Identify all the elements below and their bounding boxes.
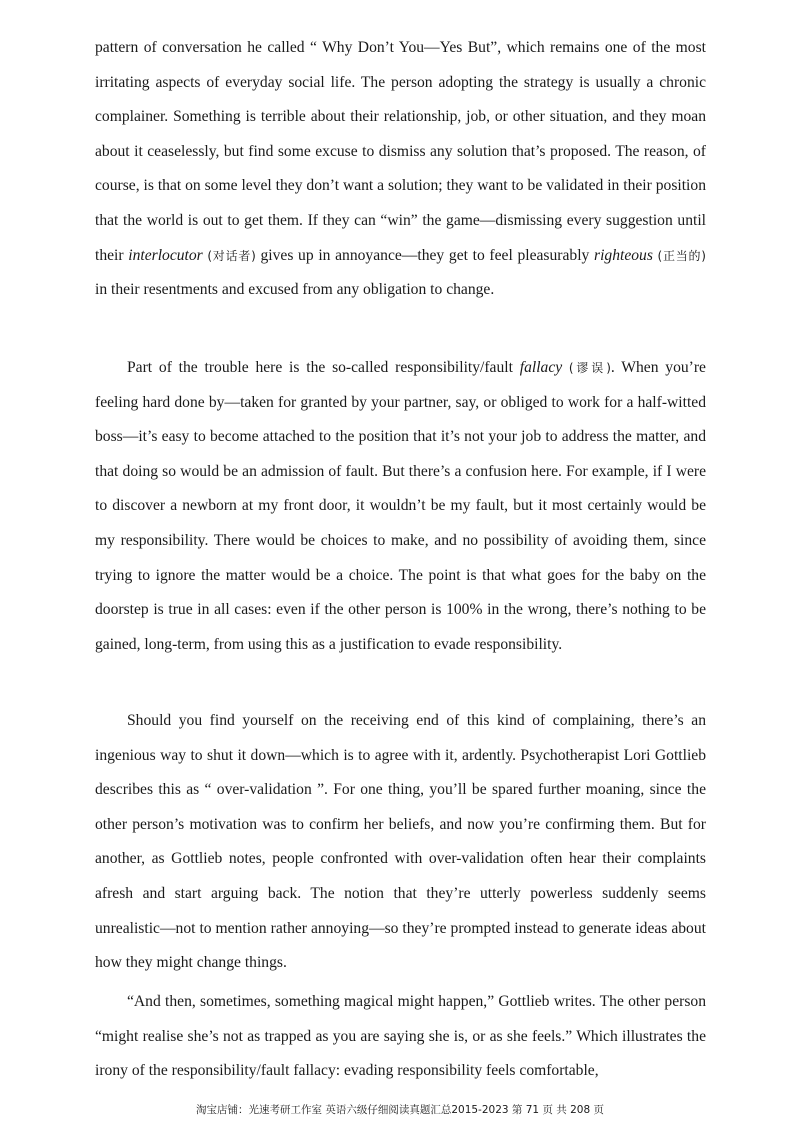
paragraph (95, 985, 706, 1089)
paragraph-text: in their resentments and excused from any obligation to change. (95, 281, 495, 299)
glossed-term: righteous (594, 246, 653, 264)
chinese-gloss: (对话者) (202, 248, 256, 263)
paragraph-text: . When you’re feeling hard done by—taken for granted by your partner, say, or obliged to work for a half-witted boss—it’s easy to become attached to the position that it’s not your job to address the matter, and that doing so would be an admission of fault. But there’s a confusion here. For example, if I were to discover a newborn at my front door, it wouldn’t be my fault, but it most certainly would be my responsibility. There would be choices to make, and no possibility of avoiding them, since trying to ignore the matter would be a choice. The point is that what goes for the baby on the doorstep is true in all cases: even if the other person is 100% in the wrong, there’s nothing to be gained, long-term, from using this as a justification to evade responsibility. (95, 359, 706, 653)
paragraph-text: Should you find yourself on the receiving end of this kind of complaining, there’s an ingenious way to shut it down—which is to agree with it, ardently. Psychotherapist Lori Gottlieb describes this as “ over-validation ”. For one thing, you’ll be spared further moaning, since the other person’s motivation was to confirm her beliefs, and now you’re confirming them. But for another, as Gottlieb notes, people confronted with over-validation often hear their complaints afresh and start arguing back. The notion that they’re utterly powerless suddenly seems unrealistic—not to mention rather annoying—so they’re prompted instead to generate ideas about how they might change things. (95, 712, 706, 972)
paragraph-text: pattern of conversation he called “ Why Don’t You—Yes But”, which remains one of the most irritating aspects of everyday social life. The person adopting the strategy is usually a chronic complainer. Something is terrible about their relationship, job, or other situation, and they moan about it ceaselessly, but find some excuse to dismiss any solution that’s proposed. The reason, of course, is that on some level they don’t want a solution; they want to be validated in their position that the world is out to get them. If they can “win” the game—dismissing every suggestion until their (95, 39, 706, 264)
glossed-term: interlocutor (128, 246, 203, 264)
paragraph-text: Part of the trouble here is the so-called responsibility/fault (127, 359, 520, 376)
glossed-term: fallacy (519, 359, 563, 376)
paragraph (95, 704, 706, 981)
paragraph (95, 31, 706, 308)
paragraph-text: gives up in annoyance—they get to feel pleasurably (255, 246, 595, 264)
page-footer: 淘宝店铺：光速考研工作室 英语六级仔细阅读真题汇总2015-2023 第 71 页 共 208 页 (196, 1104, 604, 1116)
paragraph-text: “And then, sometimes, something magical might happen,” Gottlieb writes. The other person “might realise she’s not as trapped as you are saying she is, or as she feels.” Which illustrates the irony of the responsibility/fault fallacy: evading responsibility feels comfortable, (95, 993, 706, 1080)
chinese-gloss: (正当的) (652, 248, 706, 263)
chinese-gloss: (谬误) (562, 361, 611, 375)
paragraph (95, 351, 706, 662)
